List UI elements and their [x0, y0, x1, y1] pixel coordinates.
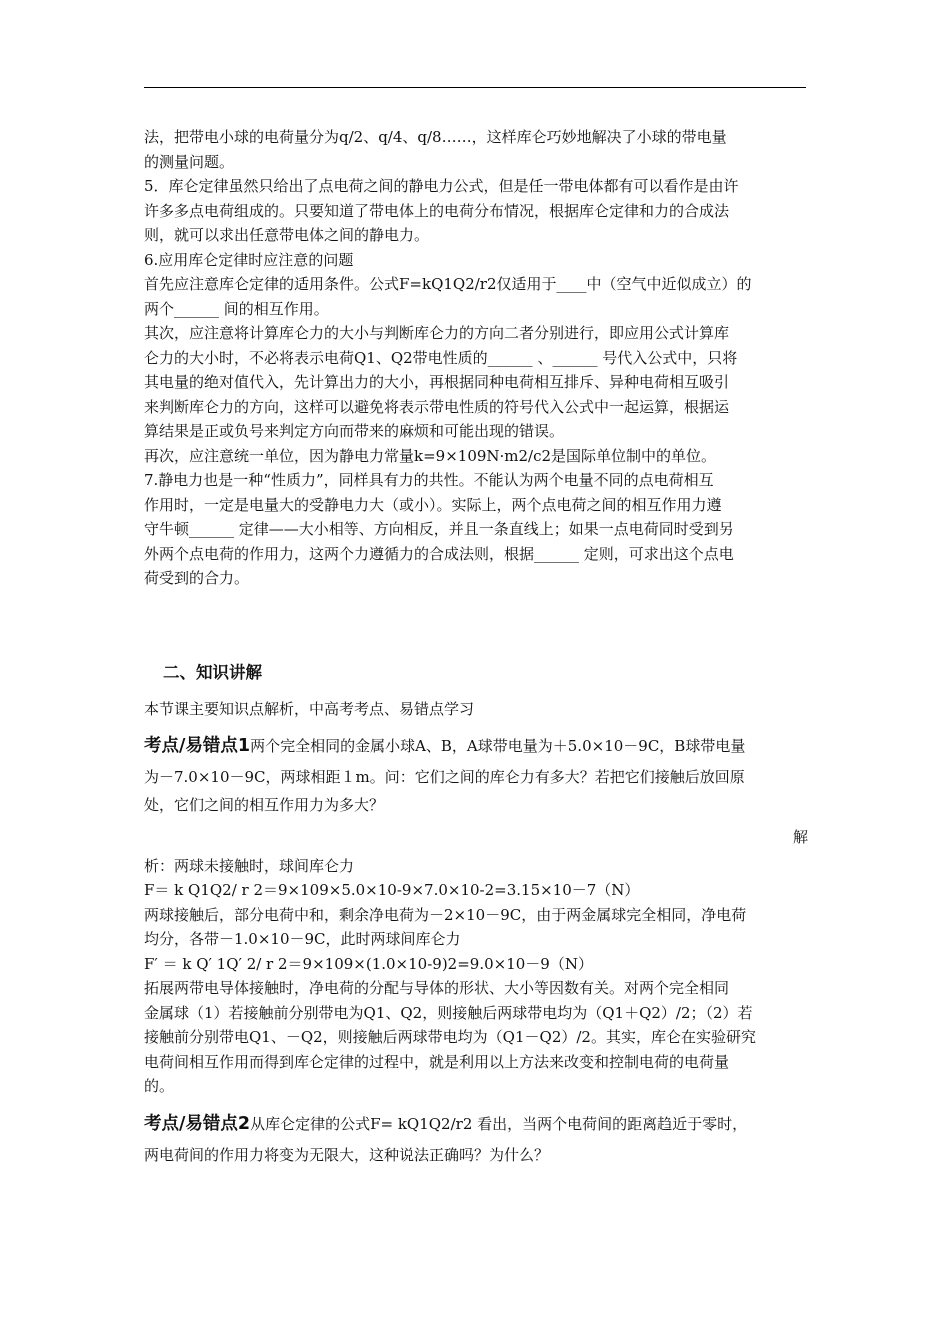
key-point-label: 考点/易错点2: [144, 1113, 251, 1134]
text-line: 荷受到的合力。: [144, 569, 250, 587]
text-line: 7.静电力也是一种“性质力”，同样具有力的共性。不能认为两个电量不同的点电荷相互: [144, 471, 714, 489]
text-line: 析：两球未接触时，球间库仑力: [144, 856, 355, 875]
text-line: 5．库仑定律虽然只给出了点电荷之间的静电力公式，但是任一带电体都有可以看作是由许: [144, 177, 739, 195]
text-line: 其次，应注意将计算库仑力的大小与判断库仑力的方向二者分别进行，即应用公式计算库: [144, 324, 730, 342]
key-point-text: 两电荷间的作用力将变为无限大，这种说法正确吗？为什么？: [144, 1145, 550, 1164]
text-line: 6.应用库仑定律时应注意的问题: [144, 250, 354, 269]
text-line: 均分，各带－1.0×10－9C，此时两球间库仑力: [144, 930, 461, 948]
key-point-2: [144, 1109, 808, 1140]
key-point-1: [144, 731, 808, 762]
text-line: 再次，应注意统一单位，因为静电力常量k=9×109N·m2/c2是国际单位制中的单位。: [144, 446, 717, 465]
analysis-label: 解: [792, 828, 808, 846]
text-line: 两个______ 间的相互作用。: [144, 299, 329, 318]
text-line: 电荷间相互作用而得到库仑定律的过程中，就是利用以上方法来改变和控制电荷的电荷量: [144, 1052, 730, 1071]
text-line: 的。: [144, 1077, 175, 1095]
key-point-label: 考点/易错点1: [144, 736, 251, 756]
header-rule: [144, 87, 806, 88]
formula-line: F′ ＝ k Q′ 1Q′ 2/ r 2＝9×109×(1.0×10-9)2=9.0×10－9（N）: [144, 954, 593, 973]
section-intro: 本节课主要知识点解析，中高考考点、易错点学习: [144, 699, 475, 718]
text-line: 的测量问题。: [144, 152, 235, 171]
key-point-text: 两个完全相同的金属小球A、B，A球带电量为＋5.0×10－9C，B球带电量: [250, 737, 746, 755]
key-point-text: 为－7.0×10－9C，两球相距１m。问：它们之间的库仑力有多大？若把它们接触后放回原: [144, 768, 745, 786]
text-line: 接触前分别带电Q1、－Q2，则接触后两球带电均为（Q1－Q2）/2。其实，库仑在实验研究: [144, 1028, 756, 1046]
text-line: 则，就可以求出任意带电体之间的静电力。: [144, 226, 430, 244]
text-line: 守牛顿______ 定律——大小相等、方向相反，并且一条直线上；如果一点电荷同时受到另: [144, 520, 734, 538]
text-line: 来判断库仑力的方向，这样可以避免将表示带电性质的符号代入公式中一起运算，根据运: [144, 397, 730, 416]
text-line: 两球接触后，部分电荷中和，剩余净电荷为－2×10－9C，由于两金属球完全相同，净电荷: [144, 905, 747, 924]
text-line: 外两个点电荷的作用力，这两个力遵循力的合成法则，根据______ 定则，可求出这个点电: [144, 544, 734, 563]
text-line: 首先应注意库仑定律的适用条件。公式F=kQ1Q2/r2仅适用于____中（空气中近似成立）的: [144, 275, 752, 293]
text-line: 金属球（1）若接触前分别带电为Q1、Q2，则接触后两球带电均为（Q1＋Q2）/2；（2）若: [144, 1003, 753, 1022]
text-line: 算结果是正或负号来判定方向而带来的麻烦和可能出现的错误。: [144, 422, 565, 440]
key-point-text: 处，它们之间的相互作用力为多大？: [144, 796, 385, 814]
text-line: 其电量的绝对值代入，先计算出力的大小，再根据同种电荷相互排斥、异种电荷相互吸引: [144, 373, 730, 391]
key-point-text: 从库仑定律的公式F= kQ1Q2/r2 看出，当两个电荷间的距离趋近于零时，: [250, 1114, 748, 1133]
text-line: 作用时，一定是电量大的受静电力大（或小）。实际上，两个点电荷之间的相互作用力遵: [144, 495, 722, 514]
text-line: 法，把带电小球的电荷量分为q/2、q/4、q/8……，这样库仑巧妙地解决了小球的带电量: [144, 128, 727, 146]
text-line: 仑力的大小时，不必将表示电荷Q1、Q2带电性质的______ 、______ 号代入公式中，只将: [144, 348, 738, 367]
document-body: [144, 125, 808, 1171]
text-line: 许多多点电荷组成的。只要知道了带电体上的电荷分布情况，根据库仑定律和力的合成法: [144, 201, 730, 220]
formula-line: F＝ k Q1Q2/ r 2＝9×109×5.0×10-9×7.0×10-2=3.15×10－7（N）: [144, 881, 640, 899]
text-line: 拓展两带电导体接触时，净电荷的分配与导体的形状、大小等因数有关。对两个完全相同: [144, 979, 730, 997]
section-heading: 二、知识讲解: [163, 662, 262, 682]
